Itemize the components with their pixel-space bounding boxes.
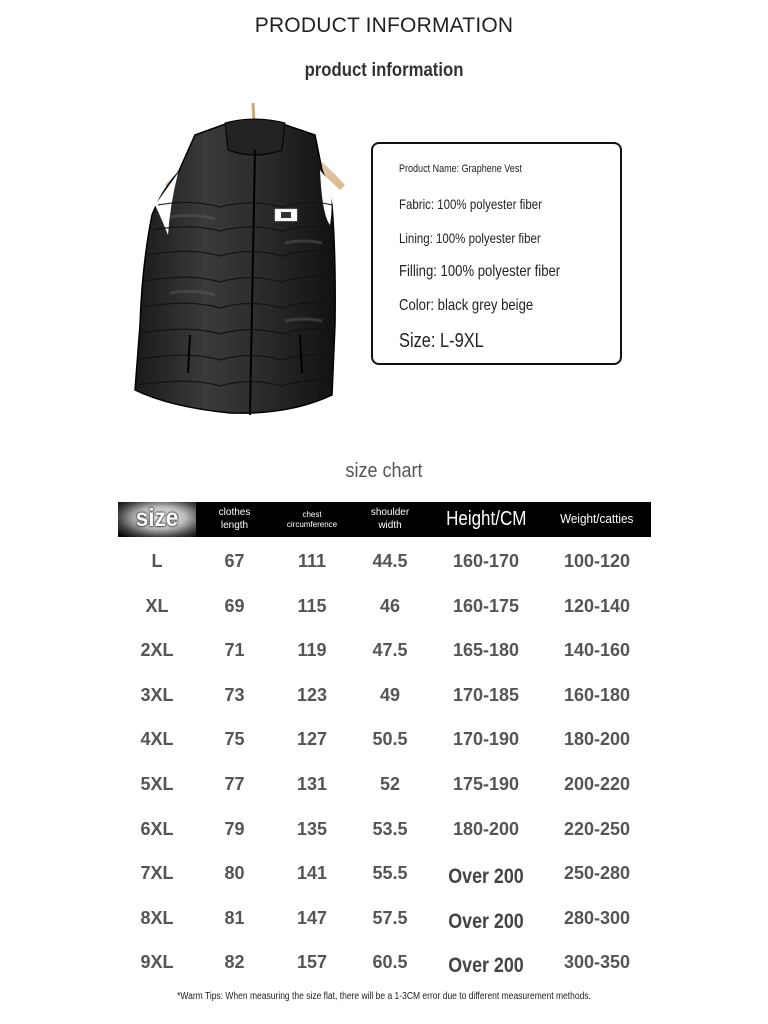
- table-cell: 53.5: [372, 819, 408, 839]
- table-row: [118, 903, 651, 933]
- warm-tip: *Warm Tips: When measuring the size flat, there will be a 1-3CM error due to different measurement methods.: [177, 991, 591, 1002]
- table-row: [118, 769, 651, 799]
- table-cell: 52: [379, 774, 401, 794]
- table-cell: Over 200: [448, 954, 524, 977]
- table-cell: 280-300: [563, 908, 631, 928]
- table-row: [118, 858, 651, 888]
- table-cell: 160-170: [452, 551, 520, 571]
- product-name: Product Name: Graphene Vest: [399, 163, 522, 175]
- table-cell: 115: [297, 596, 327, 616]
- table-cell: 49: [379, 685, 401, 705]
- table-cell: XL: [145, 596, 169, 616]
- table-cell: 160-180: [563, 685, 631, 705]
- header-chest-line2: circumference: [286, 519, 338, 529]
- table-cell: 67: [224, 551, 245, 571]
- page-subtitle: product information: [304, 60, 464, 81]
- table-cell: 140-160: [563, 640, 631, 660]
- size-chart-header: [118, 502, 651, 537]
- table-cell: 131: [296, 774, 328, 794]
- table-cell: 60.5: [372, 952, 408, 972]
- table-cell: 8XL: [140, 908, 174, 928]
- table-cell: 5XL: [140, 774, 174, 794]
- table-cell: 7XL: [140, 863, 174, 883]
- table-cell: 157: [296, 952, 328, 972]
- table-cell: 50.5: [372, 729, 408, 749]
- size-header-badge: [118, 502, 196, 537]
- table-cell: 9XL: [140, 952, 174, 972]
- header-clothes-length: [196, 502, 273, 537]
- table-cell: 69: [224, 596, 245, 616]
- size-header-label: size: [135, 504, 179, 532]
- table-row: [118, 591, 651, 621]
- table-row: [118, 635, 651, 665]
- product-info-box: [371, 142, 622, 365]
- table-cell: 2XL: [140, 640, 174, 660]
- table-cell: 4XL: [140, 729, 174, 749]
- table-cell: 80: [224, 863, 245, 883]
- table-cell: 44.5: [372, 551, 408, 571]
- header-weight: [543, 502, 651, 537]
- product-size: Size: L-9XL: [399, 330, 484, 352]
- table-cell: 119: [297, 640, 327, 660]
- table-row: [118, 724, 651, 754]
- table-cell: 147: [296, 908, 328, 928]
- product-filling: Filling: 100% polyester fiber: [399, 263, 561, 280]
- table-cell: 160-175: [452, 596, 520, 616]
- product-fabric: Fabric: 100% polyester fiber: [399, 196, 542, 212]
- table-cell: 170-190: [452, 729, 520, 749]
- table-cell: 3XL: [140, 685, 174, 705]
- table-cell: 73: [224, 685, 245, 705]
- size-chart-title: size chart: [345, 460, 423, 482]
- page-title: PRODUCT INFORMATION: [254, 14, 514, 37]
- table-cell: 75: [224, 729, 245, 749]
- header-length-line2: length: [220, 519, 249, 531]
- table-row: [118, 947, 651, 977]
- table-cell: 6XL: [140, 819, 174, 839]
- table-cell: 180-200: [452, 819, 520, 839]
- table-cell: 300-350: [563, 952, 631, 972]
- table-cell: Over 200: [448, 910, 524, 933]
- header-height: [429, 502, 543, 537]
- table-cell: Over 200: [448, 865, 524, 888]
- table-cell: 175-190: [452, 774, 520, 794]
- table-cell: 100-120: [563, 551, 631, 571]
- table-cell: 111: [297, 551, 327, 571]
- table-row: [118, 680, 651, 710]
- table-cell: 47.5: [372, 640, 408, 660]
- table-cell: 250-280: [563, 863, 631, 883]
- table-cell: 170-185: [452, 685, 520, 705]
- table-row: [118, 546, 651, 576]
- table-cell: 180-200: [563, 729, 631, 749]
- table-cell: 165-180: [452, 640, 520, 660]
- header-height-label: Height/CM: [445, 508, 527, 530]
- table-cell: 141: [296, 863, 328, 883]
- header-length-line1: clothes: [218, 507, 251, 518]
- table-cell: 57.5: [372, 908, 408, 928]
- header-chest-line1: chest: [302, 509, 322, 519]
- product-lining: Lining: 100% polyester fiber: [399, 230, 541, 246]
- table-cell: 77: [224, 774, 245, 794]
- table-cell: L: [151, 551, 163, 571]
- product-color: Color: black grey beige: [399, 297, 534, 314]
- table-cell: 120-140: [563, 596, 631, 616]
- table-cell: 82: [224, 952, 245, 972]
- table-cell: 200-220: [563, 774, 631, 794]
- table-row: [118, 814, 651, 844]
- table-cell: 127: [296, 729, 328, 749]
- black-puffer-vest-image: [110, 95, 370, 425]
- table-cell: 46: [379, 596, 401, 616]
- header-shoulder-line1: shoulder: [370, 507, 410, 518]
- header-weight-label: Weight/catties: [560, 511, 634, 527]
- table-cell: 81: [224, 908, 245, 928]
- header-shoulder-width: [351, 502, 429, 537]
- table-cell: 55.5: [372, 863, 408, 883]
- table-cell: 79: [224, 819, 245, 839]
- table-cell: 135: [296, 819, 328, 839]
- table-cell: 123: [296, 685, 328, 705]
- header-shoulder-line2: width: [378, 519, 402, 531]
- header-chest-circumference: [273, 502, 351, 537]
- table-cell: 71: [224, 640, 245, 660]
- table-cell: 220-250: [563, 819, 631, 839]
